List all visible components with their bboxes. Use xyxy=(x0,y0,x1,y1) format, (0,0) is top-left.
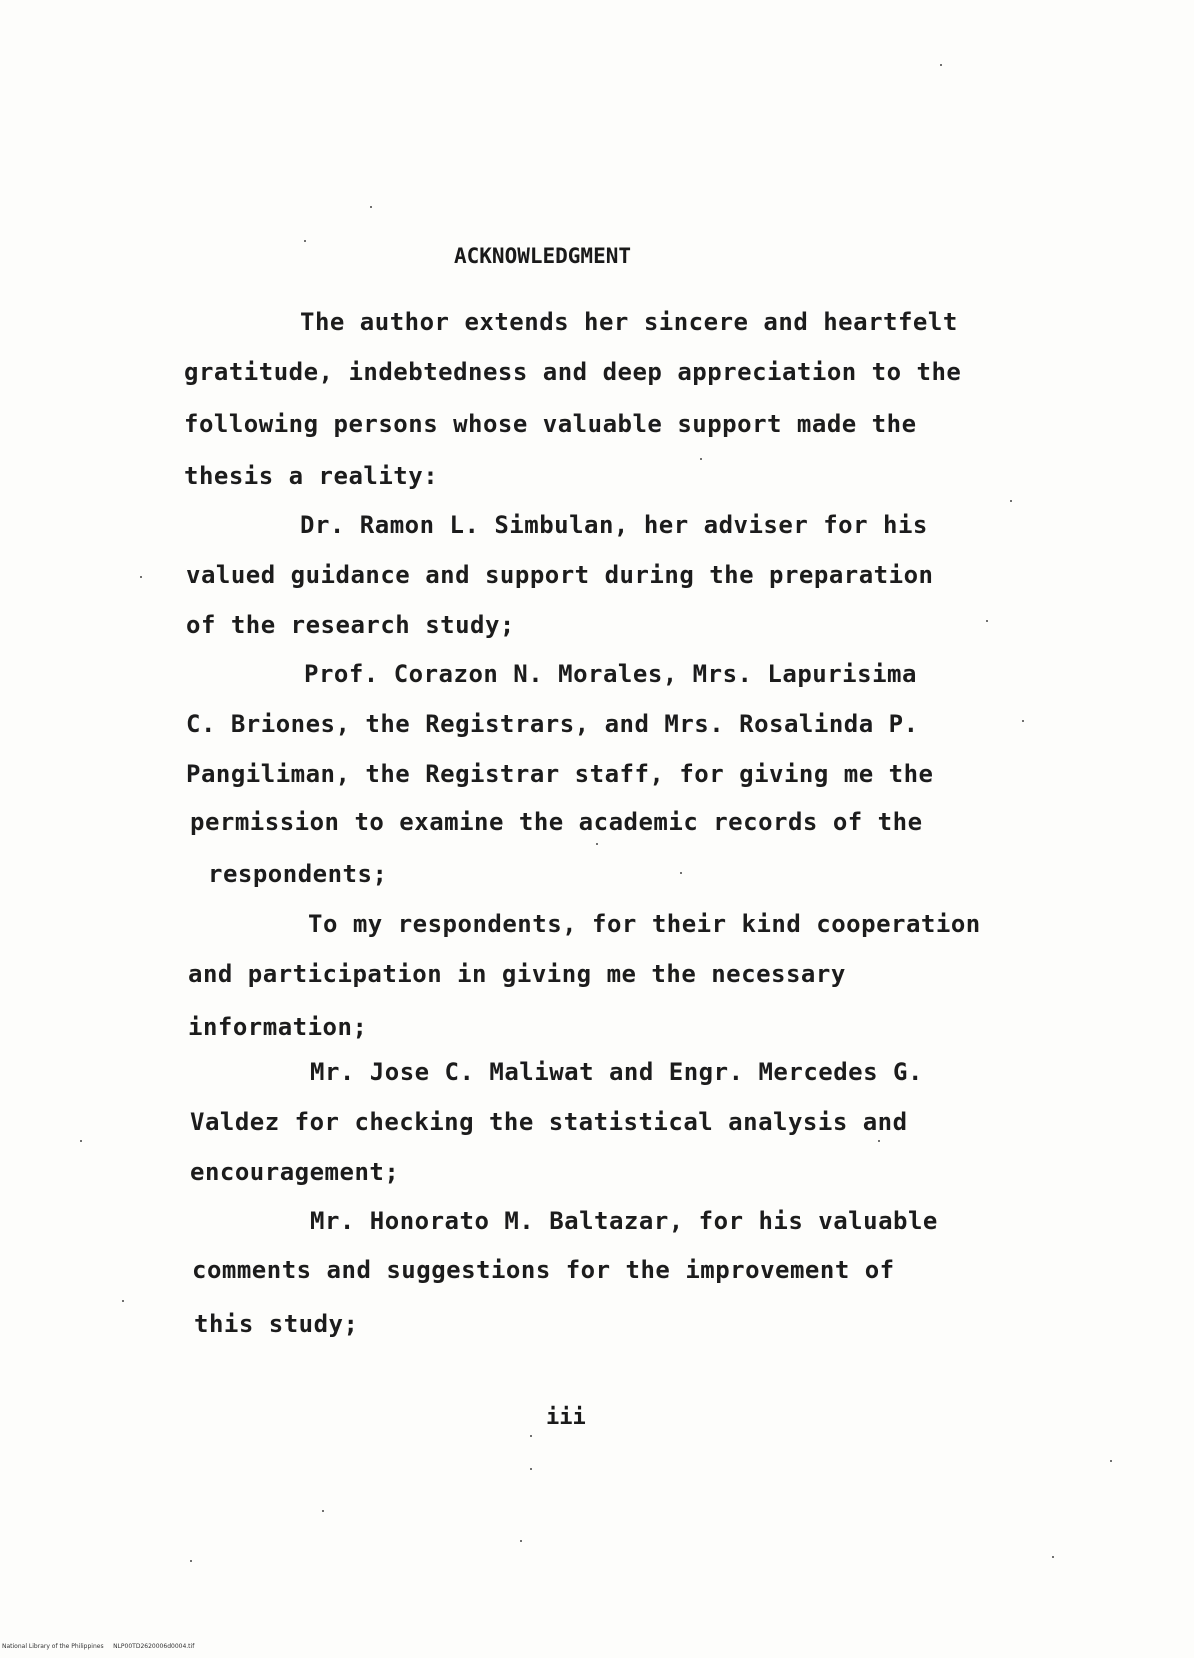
paragraph-line: Dr. Ramon L. Simbulan, her adviser for his xyxy=(300,511,928,539)
scan-speck xyxy=(530,1435,532,1437)
scan-speck xyxy=(530,1468,532,1470)
paragraph-line: thesis a reality: xyxy=(184,462,439,490)
paragraph-line: The author extends her sincere and heartfelt xyxy=(300,308,958,336)
paragraph-line: Mr. Jose C. Maliwat and Engr. Mercedes G. xyxy=(310,1058,923,1086)
paragraph-line: To my respondents, for their kind cooperation xyxy=(308,910,981,938)
paragraph-line: C. Briones, the Registrars, and Mrs. Rosalinda P. xyxy=(186,710,919,738)
paragraph-line: valued guidance and support during the preparation xyxy=(186,561,934,589)
scan-speck xyxy=(1052,1556,1054,1558)
paragraph-line: respondents; xyxy=(208,860,388,888)
scan-speck xyxy=(370,206,372,208)
paragraph-line: and participation in giving me the necessary xyxy=(188,960,846,988)
scan-speck xyxy=(304,240,306,242)
paragraph-line: Valdez for checking the statistical analysis and xyxy=(190,1108,908,1136)
paragraph-line: Pangiliman, the Registrar staff, for giving me the xyxy=(186,760,934,788)
paragraph-line: following persons whose valuable support made the xyxy=(184,410,917,438)
paragraph-line: this study; xyxy=(194,1310,359,1338)
scan-speck xyxy=(940,64,942,66)
paragraph-line: gratitude, indebtedness and deep appreciation to the xyxy=(184,358,962,386)
scan-footer: National Library of the Philippines NLP00TD2620006d0004.tif xyxy=(2,1643,195,1650)
paragraph-line: permission to examine the academic records of the xyxy=(190,808,923,836)
scan-speck xyxy=(140,576,142,578)
scan-speck xyxy=(520,1540,522,1542)
scan-speck xyxy=(700,458,702,460)
paragraph-line: Prof. Corazon N. Morales, Mrs. Lapurisima xyxy=(304,660,917,688)
paragraph-line: Mr. Honorato M. Baltazar, for his valuable xyxy=(310,1207,938,1235)
paragraph-line: information; xyxy=(188,1013,368,1041)
scan-speck xyxy=(80,1140,82,1142)
page-number: iii xyxy=(546,1405,586,1430)
paragraph-line: of the research study; xyxy=(186,611,515,639)
scan-speck xyxy=(596,843,598,845)
page-title: ACKNOWLEDGMENT xyxy=(454,244,632,268)
scan-speck xyxy=(1110,1460,1112,1462)
paragraph-line: comments and suggestions for the improvement of xyxy=(192,1256,895,1284)
scan-speck xyxy=(878,1140,880,1142)
scan-speck xyxy=(322,1510,324,1512)
scan-speck xyxy=(1022,720,1024,722)
scan-speck xyxy=(190,1560,192,1562)
scan-speck xyxy=(986,620,988,622)
scan-speck xyxy=(680,872,682,874)
scan-speck xyxy=(1010,500,1012,502)
paragraph-line: encouragement; xyxy=(190,1158,400,1186)
scan-speck xyxy=(122,1300,124,1302)
